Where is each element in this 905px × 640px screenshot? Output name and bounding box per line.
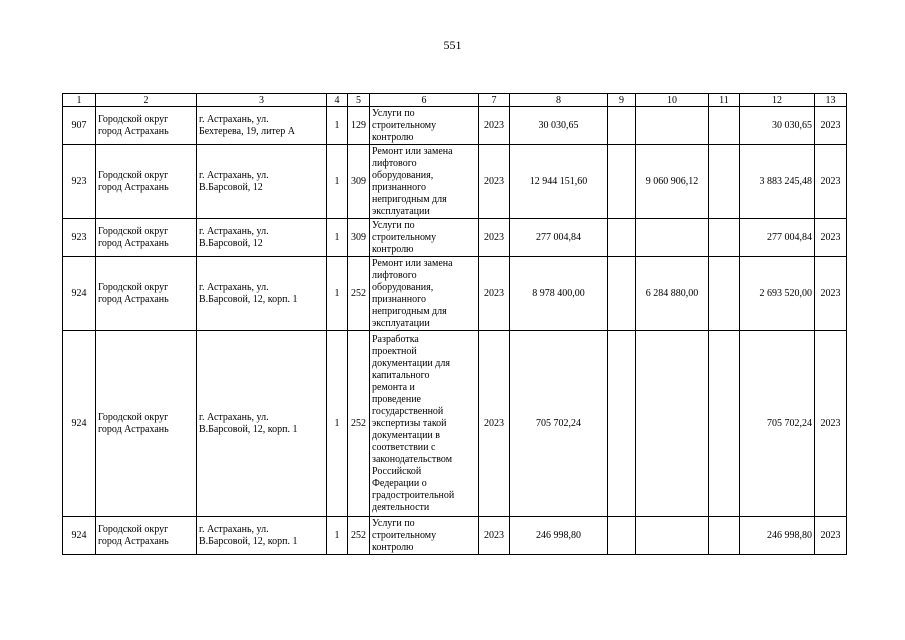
cell-col12: 246 998,80 (740, 517, 815, 555)
row-number: 924 (63, 257, 96, 331)
cell-col9 (608, 219, 636, 257)
cell-col11 (709, 257, 740, 331)
municipality: Городской округ город Астрахань (96, 331, 197, 517)
address: г. Астрахань, ул. В.Барсовой, 12 (197, 219, 327, 257)
cell-year: 2023 (479, 145, 510, 219)
completion-year: 2023 (815, 257, 847, 331)
work-type: Услуги по строительному контролю (370, 517, 479, 555)
address: г. Астрахань, ул. В.Барсовой, 12, корп. 1 (197, 517, 327, 555)
cell-col10 (636, 219, 709, 257)
cell-col12: 2 693 520,00 (740, 257, 815, 331)
column-header: 8 (510, 94, 608, 107)
cell-year: 2023 (479, 257, 510, 331)
cell-col12: 277 004,84 (740, 219, 815, 257)
column-header: 3 (197, 94, 327, 107)
cell-col11 (709, 107, 740, 145)
column-header: 2 (96, 94, 197, 107)
cell-col10: 9 060 906,12 (636, 145, 709, 219)
cell-year: 2023 (479, 219, 510, 257)
cell-col4: 1 (327, 331, 348, 517)
cell-col10 (636, 107, 709, 145)
cell-col4: 1 (327, 517, 348, 555)
table-row (63, 107, 847, 145)
work-type: Услуги по строительному контролю (370, 107, 479, 145)
total-cost: 246 998,80 (510, 517, 608, 555)
cell-col5: 252 (348, 331, 370, 517)
data-table (62, 93, 847, 555)
municipality: Городской округ город Астрахань (96, 257, 197, 331)
work-type: Ремонт или замена лифтового оборудования, признанного непригодным для эксплуатации (370, 145, 479, 219)
cell-col11 (709, 331, 740, 517)
column-header: 10 (636, 94, 709, 107)
cell-col9 (608, 517, 636, 555)
cell-col10: 6 284 880,00 (636, 257, 709, 331)
cell-col12: 705 702,24 (740, 331, 815, 517)
work-type: Разработка проектной документации для капитального ремонта и проведение государственной экспертизы такой документации в соответствии с законодательством Российской Федерации о градостроительной деятельности (370, 331, 479, 517)
column-header: 12 (740, 94, 815, 107)
cell-col5: 252 (348, 257, 370, 331)
total-cost: 30 030,65 (510, 107, 608, 145)
row-number: 923 (63, 219, 96, 257)
cell-year: 2023 (479, 517, 510, 555)
address: г. Астрахань, ул. В.Барсовой, 12, корп. 1 (197, 331, 327, 517)
page-number: 551 (443, 38, 462, 52)
cell-col9 (608, 107, 636, 145)
municipality: Городской округ город Астрахань (96, 145, 197, 219)
completion-year: 2023 (815, 219, 847, 257)
municipality: Городской округ город Астрахань (96, 219, 197, 257)
work-type: Ремонт или замена лифтового оборудования, признанного непригодным для эксплуатации (370, 257, 479, 331)
address: г. Астрахань, ул. Бехтерева, 19, литер А (197, 107, 327, 145)
completion-year: 2023 (815, 107, 847, 145)
cell-col4: 1 (327, 145, 348, 219)
total-cost: 12 944 151,60 (510, 145, 608, 219)
row-number: 924 (63, 517, 96, 555)
cell-col9 (608, 145, 636, 219)
table-row (63, 219, 847, 257)
municipality: Городской округ город Астрахань (96, 107, 197, 145)
cell-col4: 1 (327, 257, 348, 331)
municipality: Городской округ город Астрахань (96, 517, 197, 555)
total-cost: 705 702,24 (510, 331, 608, 517)
cell-col5: 129 (348, 107, 370, 145)
column-header: 13 (815, 94, 847, 107)
column-header: 7 (479, 94, 510, 107)
cell-year: 2023 (479, 107, 510, 145)
cell-year: 2023 (479, 331, 510, 517)
total-cost: 8 978 400,00 (510, 257, 608, 331)
row-number: 907 (63, 107, 96, 145)
cell-col4: 1 (327, 107, 348, 145)
total-cost: 277 004,84 (510, 219, 608, 257)
row-number: 923 (63, 145, 96, 219)
completion-year: 2023 (815, 145, 847, 219)
address: г. Астрахань, ул. В.Барсовой, 12, корп. 1 (197, 257, 327, 331)
cell-col11 (709, 219, 740, 257)
cell-col12: 3 883 245,48 (740, 145, 815, 219)
column-header: 5 (348, 94, 370, 107)
cell-col9 (608, 331, 636, 517)
table-row (63, 145, 847, 219)
cell-col5: 252 (348, 517, 370, 555)
header-row (63, 94, 847, 107)
completion-year: 2023 (815, 517, 847, 555)
column-header: 6 (370, 94, 479, 107)
cell-col10 (636, 517, 709, 555)
cell-col5: 309 (348, 219, 370, 257)
row-number: 924 (63, 331, 96, 517)
column-header: 4 (327, 94, 348, 107)
table-row (63, 517, 847, 555)
cell-col11 (709, 517, 740, 555)
table-row (63, 331, 847, 517)
cell-col11 (709, 145, 740, 219)
cell-col12: 30 030,65 (740, 107, 815, 145)
cell-col10 (636, 331, 709, 517)
cell-col4: 1 (327, 219, 348, 257)
work-type: Услуги по строительному контролю (370, 219, 479, 257)
address: г. Астрахань, ул. В.Барсовой, 12 (197, 145, 327, 219)
column-header: 11 (709, 94, 740, 107)
table-row (63, 257, 847, 331)
cell-col9 (608, 257, 636, 331)
completion-year: 2023 (815, 331, 847, 517)
column-header: 1 (63, 94, 96, 107)
cell-col5: 309 (348, 145, 370, 219)
column-header: 9 (608, 94, 636, 107)
